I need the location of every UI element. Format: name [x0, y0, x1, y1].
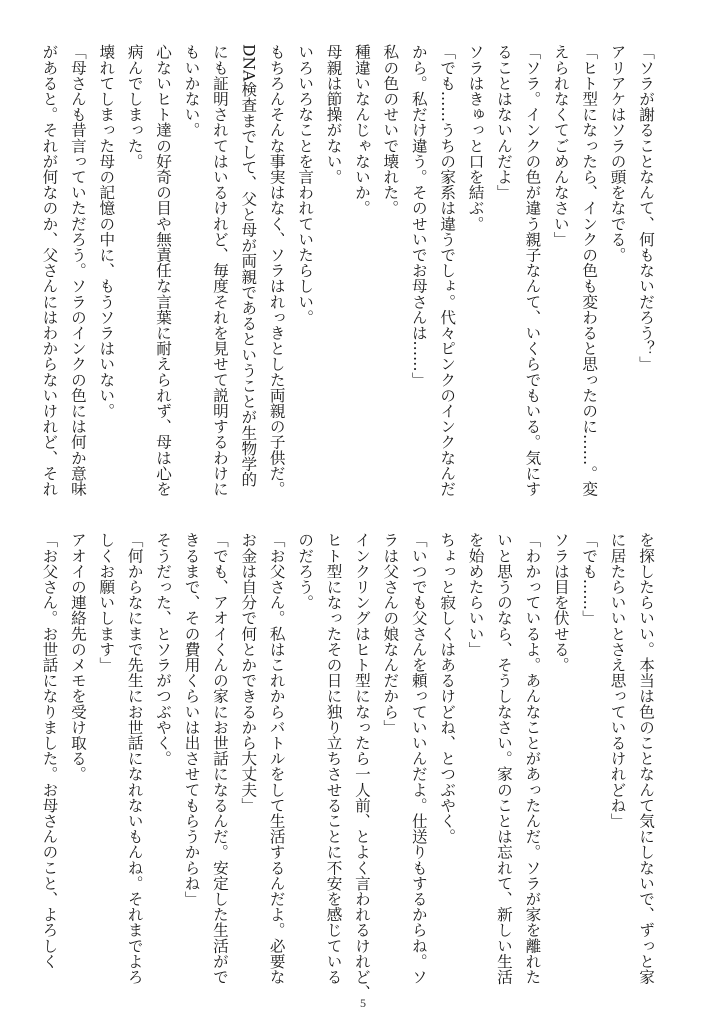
text-line: を始めたらいい」 [466, 532, 485, 657]
text-line: 私の色のせいで壊れた。 [381, 44, 400, 216]
text-line: そうだった、とソラがつぶやく。 [154, 532, 173, 766]
text-line: 「母さんも昔言っていただろう。ソラのインクの色には何か意味 [68, 44, 87, 497]
lower-text-column [40, 532, 660, 1000]
text-line: しくお願いします」 [97, 532, 116, 673]
text-line: アリアケはソラの頭をなでる。 [608, 44, 627, 263]
text-line: えられなくてごめんなさい」 [551, 44, 570, 247]
text-line: ラは父さんの娘なんだから」 [381, 532, 400, 735]
text-line: DNA検査までして、父と母が両親であるということが生物学的 [239, 44, 258, 488]
text-line: 「わかっているよ。あんなことがあったんだ。ソラが家を離れた [523, 532, 542, 985]
text-line: ちょっと寂しくはあるけどね、とつぶやく。 [438, 532, 457, 844]
text-line: お金は自分で何とかできるから大丈夫」 [239, 532, 258, 813]
text-line: 病んでしまった。 [125, 44, 144, 169]
text-line: 「でも……うちの家系は違うでしょ。代々ピンクのインクなんだ [438, 44, 457, 497]
text-line: に居たらいいとさえ思っているけれどね」 [608, 532, 627, 829]
text-line: 種違いなんじゃないか。 [352, 44, 371, 216]
page-number: 5 [360, 996, 366, 1010]
text-line: ることはないんだよ」 [494, 44, 513, 200]
text-line: 心ないヒト達の好奇の目や無責任な言葉に耐えられず、母は心を [154, 44, 173, 497]
text-line: ソラはきゅっと口を結ぶ。 [466, 44, 485, 232]
text-line: ソラは目を伏せる。 [551, 532, 570, 673]
text-line: ヒト型になったその日に独り立ちさせることに不安を感じている [324, 532, 343, 985]
text-line: 「お父さん。お世話になりました。お母さんのこと、よろしく [40, 532, 59, 969]
text-line: から。私だけ違う。そのせいでお母さんは……」 [409, 44, 428, 388]
text-line: を探したらいい。本当は色のことなんて気にしないで、ずっと家 [637, 532, 655, 985]
text-line: 「お父さん。私はこれからバトルをして生活するんだよ。必要な [267, 532, 286, 985]
text-line: 「ソラ。インクの色が違う親子なんて、いくらでもいる。気にす [523, 44, 542, 497]
text-line: きるまで、その費用くらいは出させてもらうからね」 [182, 532, 201, 907]
text-line: があると。それが何なのか、父さんにはわからないけれど、それ [40, 44, 59, 497]
upper-text-column [40, 44, 660, 497]
text-line: 「でも……」 [580, 532, 599, 626]
text-line: 母親は節操がない。 [324, 44, 343, 185]
text-line: 「ヒト型になったら、インクの色も変わると思ったのに……。変 [580, 44, 599, 497]
text-line: 「いつでも父さんを頼っていいんだよ。仕送りもするからね。ソ [409, 532, 428, 985]
text-line: 壊れてしまった母の記憶の中に、もうソラはいない。 [97, 44, 116, 419]
text-line: 「ソラが謝ることなんて、何もないだろう？」 [637, 44, 655, 372]
text-line: いと思うのなら、そうしなさい。家のことは忘れて、新しい生活 [494, 532, 513, 985]
text-line: にも証明されてはいるけれど、毎度それを見せて説明するわけに [210, 44, 229, 497]
text-line: いろいろなことを言われていたらしい。 [296, 44, 315, 325]
text-line: もいかない。 [182, 44, 201, 138]
text-line: 「でも、アオイくんの家にお世話になるんだ。安定した生活がで [210, 532, 229, 985]
text-line: インクリングはヒト型になったら一人前、とよく言われるけれど、 [352, 532, 371, 1000]
text-line: 「何からなにまで先生にお世話になれないもんね。それまでよろ [125, 532, 144, 985]
text-line: のだろう。 [296, 532, 315, 610]
text-line: アオイの連絡先のメモを受け取る。 [68, 532, 87, 782]
text-line: もちろんそんな事実はなく、ソラはれっきとした両親の子供だ。 [267, 44, 286, 497]
